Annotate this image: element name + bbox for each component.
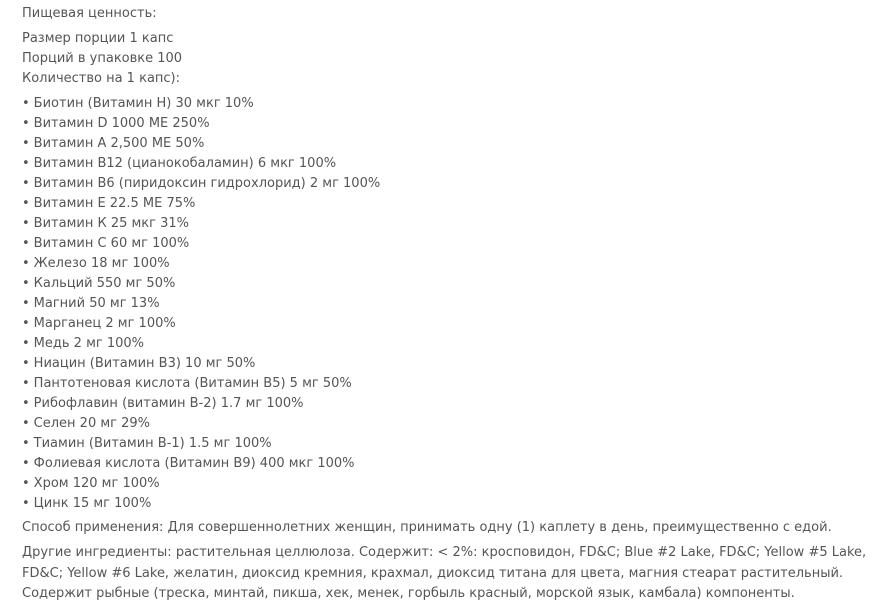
nutrient-text: Хром 120 мг 100%: [33, 476, 160, 491]
nutrient-text: Биотин (Витамин Н) 30 мкг 10%: [33, 96, 254, 111]
bullet-icon: •: [22, 456, 30, 471]
servings-per-pack: Порций в упаковке 100: [22, 51, 183, 66]
bullet-icon: •: [22, 136, 30, 151]
bullet-icon: •: [22, 256, 30, 271]
nutrient-text: Ниацин (Витамин B3) 10 мг 50%: [33, 356, 256, 371]
nutrient-list-item: [22, 114, 878, 134]
bullet-icon: •: [22, 316, 30, 331]
nutrient-list-item: [22, 314, 878, 334]
nutrient-list-item: [22, 474, 878, 494]
nutrient-text: Витамин К 25 мкг 31%: [33, 216, 190, 231]
nutrient-list-item: [22, 254, 878, 274]
bullet-icon: •: [22, 376, 30, 391]
bullet-icon: •: [22, 336, 30, 351]
nutrient-list-item: [22, 214, 878, 234]
bullet-icon: •: [22, 296, 30, 311]
nutrient-list-item: [22, 394, 878, 414]
nutrient-text: Кальций 550 мг 50%: [33, 276, 176, 291]
nutrition-heading: Пищевая ценность:: [22, 6, 157, 21]
serving-size: Размер порции 1 капс: [22, 31, 174, 46]
bullet-icon: •: [22, 176, 30, 191]
bullet-icon: •: [22, 476, 30, 491]
bullet-icon: •: [22, 496, 30, 511]
nutrient-text: Витамин B6 (пиридоксин гидрохлорид) 2 мг 100%: [33, 176, 381, 191]
nutrient-list-item: [22, 334, 878, 354]
bullet-icon: •: [22, 436, 30, 451]
nutrient-list-item: [22, 234, 878, 254]
nutrient-list-item: [22, 494, 878, 514]
amount-per-serving: Количество на 1 капс):: [22, 71, 181, 86]
nutrient-text: Витамин B12 (цианокобаламин) 6 мкг 100%: [33, 156, 337, 171]
nutrient-list-item: [22, 274, 878, 294]
bullet-icon: •: [22, 156, 30, 171]
nutrient-text: Витамин D 1000 МЕ 250%: [33, 116, 210, 131]
nutrient-list-item: [22, 174, 878, 194]
nutrient-text: Витамин E 22.5 МЕ 75%: [33, 196, 196, 211]
nutrient-text: Фолиевая кислота (Витамин B9) 400 мкг 100%: [33, 456, 355, 471]
nutrient-text: Витамин C 60 мг 100%: [33, 236, 190, 251]
nutrient-text: Витамин А 2,500 МЕ 50%: [33, 136, 205, 151]
bullet-icon: •: [22, 216, 30, 231]
bullet-icon: •: [22, 96, 30, 111]
nutrient-list: [22, 94, 878, 514]
nutrient-text: Железо 18 мг 100%: [33, 256, 170, 271]
nutrient-list-item: [22, 454, 878, 474]
nutrient-text: Пантотеновая кислота (Витамин B5) 5 мг 50%: [33, 376, 352, 391]
nutrient-text: Рибофлавин (витамин B-2) 1.7 мг 100%: [33, 396, 304, 411]
nutrient-list-item: [22, 354, 878, 374]
bullet-icon: •: [22, 196, 30, 211]
other-ingredients: Другие ингредиенты: растительная целлюлоза. Содержит: < 2%: кросповидон, FD&C; Blue #2 Lake, FD&C; Yellow #5 Lake, FD&C; Yellow #6 Lake, желатин, диоксид кремния, крахмал, диоксид титана для цвета, магния стеарат растительный. Содержит рыбные (треска, минтай, пикша, хек, менек, горбыль красный, морской язык, камбала) компоненты.: [22, 545, 867, 601]
usage-instructions: Способ применения: Для совершеннолетних женщин, принимать одну (1) каплету в день, преимущественно с едой.: [22, 520, 832, 535]
bullet-icon: •: [22, 396, 30, 411]
nutrient-text: Цинк 15 мг 100%: [33, 496, 152, 511]
nutrient-list-item: [22, 434, 878, 454]
bullet-icon: •: [22, 276, 30, 291]
bullet-icon: •: [22, 236, 30, 251]
nutrient-list-item: [22, 134, 878, 154]
nutrient-text: Марганец 2 мг 100%: [33, 316, 176, 331]
nutrient-text: Тиамин (Витамин B-1) 1.5 мг 100%: [33, 436, 272, 451]
nutrient-list-item: [22, 414, 878, 434]
serving-info: [22, 29, 878, 89]
nutrient-list-item: [22, 294, 878, 314]
product-description: [22, 4, 878, 605]
nutrient-list-item: [22, 194, 878, 214]
nutrient-list-item: [22, 374, 878, 394]
bullet-icon: •: [22, 416, 30, 431]
nutrient-text: Медь 2 мг 100%: [33, 336, 145, 351]
bullet-icon: •: [22, 116, 30, 131]
nutrient-list-item: [22, 154, 878, 174]
nutrient-text: Селен 20 мг 29%: [33, 416, 151, 431]
nutrient-text: Магний 50 мг 13%: [33, 296, 160, 311]
nutrient-list-item: [22, 94, 878, 114]
bullet-icon: •: [22, 356, 30, 371]
